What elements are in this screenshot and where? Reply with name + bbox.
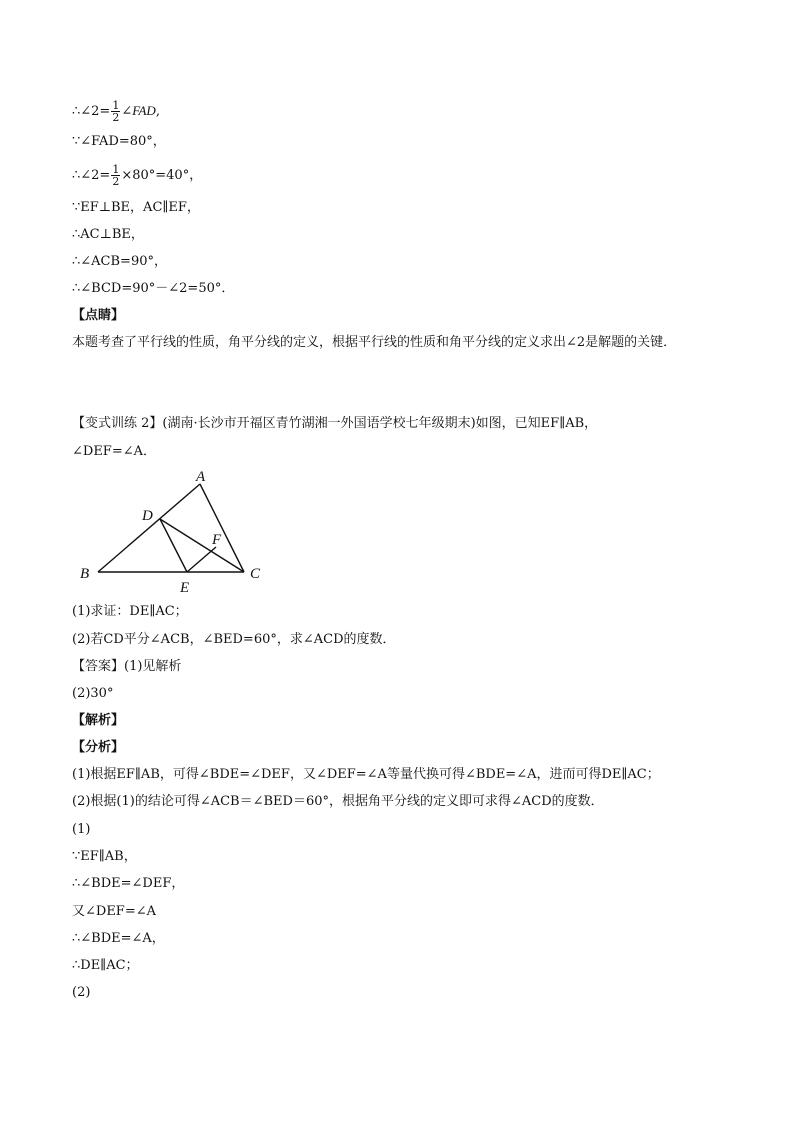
solution-line-7: ∴∠BCD=90°－∠2=50°． xyxy=(72,281,235,296)
question-1: (1)求证：DE∥AC； xyxy=(72,604,188,619)
text: ∠FAD xyxy=(121,103,156,118)
part-1-label: (1) xyxy=(72,822,91,837)
solution-line-4: ∵EF⊥BE，AC∥EF， xyxy=(72,200,200,215)
dianjing-heading: 【点睛】 xyxy=(72,308,125,323)
fraction-denominator: 2 xyxy=(112,111,120,124)
text: ×80°=40°， xyxy=(121,168,203,183)
label-e: E xyxy=(180,580,190,595)
jiexi-heading: 【解析】 xyxy=(72,713,125,728)
text: , xyxy=(155,104,160,119)
label-a: A xyxy=(196,470,206,485)
fraction-denominator: 2 xyxy=(112,175,120,188)
triangle-figure xyxy=(76,470,276,595)
answer-2: (2)30° xyxy=(72,686,114,701)
label-f: F xyxy=(212,532,222,548)
proof-line-5: ∴DE∥AC； xyxy=(72,958,139,973)
question-2: (2)若CD平分∠ACB，∠BED=60°，求∠ACD的度数． xyxy=(72,632,396,647)
problem-title-line-2: ∠DEF=∠A． xyxy=(72,444,156,459)
proof-line-1: ∵EF∥AB， xyxy=(72,849,137,864)
segment-ef xyxy=(187,547,216,572)
part-2-label: (2) xyxy=(72,985,91,1000)
fraction-numerator: 1 xyxy=(112,99,120,112)
fraction xyxy=(111,164,120,187)
analysis-line-2: (2)根据(1)的结论可得∠ACB＝∠BED＝60°，根据角平分线的定义即可求得∠ACD的度数． xyxy=(72,794,604,809)
label-d: D xyxy=(142,508,153,524)
analysis-line-1: (1)根据EF∥AB，可得∠BDE=∠DEF，又∠DEF=∠A等量代换可得∠BDE=∠A，进而可得DE∥AC； xyxy=(72,767,660,782)
label-c: C xyxy=(250,566,261,582)
fraction xyxy=(111,100,120,123)
solution-line-6: ∴∠ACB=90°， xyxy=(72,254,167,269)
fraction-numerator: 1 xyxy=(112,163,120,176)
answer-heading: 【答案】(1)见解析 xyxy=(72,659,182,674)
solution-line-2: ∵∠FAD=80°， xyxy=(72,134,166,149)
text: ∴∠2= xyxy=(72,104,111,119)
label-b: B xyxy=(80,566,90,582)
fenxi-heading: 【分析】 xyxy=(72,740,125,755)
solution-line-5: ∴AC⊥BE， xyxy=(72,227,144,242)
solution-line-3 xyxy=(72,164,202,187)
problem-title-line-1: 【变式训练 2】(湖南·长沙市开福区青竹湖湘一外国语学校七年级期末)如图，已知EF∥AB， xyxy=(72,416,598,431)
dianjing-text: 本题考查了平行线的性质，角平分线的定义，根据平行线的性质和角平分线的定义求出∠2是解题的关键． xyxy=(72,335,677,350)
proof-line-2: ∴∠BDE=∠DEF， xyxy=(72,876,185,891)
proof-line-3: 又∠DEF=∠A xyxy=(72,904,156,919)
solution-line-1 xyxy=(72,100,160,123)
proof-line-4: ∴∠BDE=∠A， xyxy=(72,931,165,946)
segment-ab xyxy=(98,484,200,572)
text: ∴∠2= xyxy=(72,168,111,183)
